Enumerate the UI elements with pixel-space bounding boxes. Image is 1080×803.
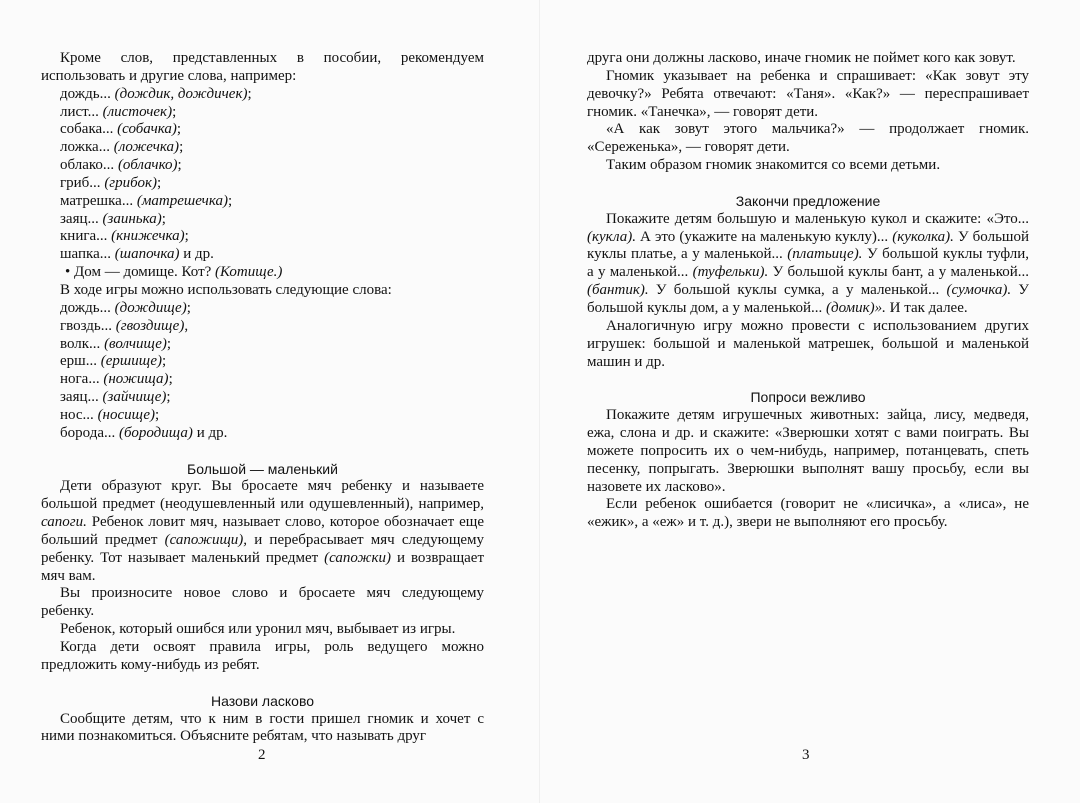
right-page <box>540 0 1080 803</box>
heading-big-small: Большой — маленький <box>187 460 338 477</box>
word-list-item: заяц... (заинька); <box>60 210 166 227</box>
word-list-augmentative <box>41 300 484 443</box>
game2-paragraph-1: Сообщите детям, что к ним в гости пришел гномик и хочет с ними познакомиться. Объясните ребятам, что называть друг <box>41 710 484 745</box>
word-list-diminutive <box>41 86 484 264</box>
word-list-item: облако... (облачко); <box>60 157 182 174</box>
gnome-paragraph-2: «А как зовут этого мальчика?» — продолжает гномик. «Сереженька», — говорят дети. <box>587 121 1029 156</box>
gnome-paragraph-1: Гномик указывает на ребенка и спрашивает: «Как зовут эту девочку?» Ребята отвечают: «Таня». «Как?» — переспрашивает гномик. «Танечка», — говорят дети. <box>587 67 1029 120</box>
bullet-example: • Дом — домище. Кот? (Котище.) <box>65 264 283 281</box>
word-list-item: борода... (бородища) и др. <box>60 424 228 441</box>
word-list-item: шапка... (шапочка) и др. <box>60 246 214 263</box>
word-list-item: книга... (книжечка); <box>60 228 189 245</box>
word-list-item: заяц... (зайчище); <box>60 389 171 406</box>
word-list-item: волк... (волчище); <box>60 335 172 352</box>
intro2-paragraph: В ходе игры можно использовать следующие слова: <box>60 281 392 298</box>
game1-paragraph-3: Ребенок, который ошибся или уронил мяч, выбывает из игры. <box>60 621 456 638</box>
word-list-item: дождь... (дождик, дождичек); <box>60 85 252 102</box>
word-list-item: лист... (листочек); <box>60 103 177 120</box>
game1-paragraph-2: Вы произносите новое слово и бросаете мяч следующему ребенку. <box>41 585 484 620</box>
word-list-item: ложка... (ложечка); <box>60 139 184 156</box>
game1-paragraph-1: Дети образуют круг. Вы бросаете мяч ребенку и называете большой предмет (неодушевленный или одушевленный), например, сапоги. Ребенок ловит мяч, называет слово, которое обозначает еще больший предмет (сапожищи), и перебрасывает мяч следующему ребенку. Тот называет маленький предмет (сапожки) и возвращает мяч вам. <box>41 478 485 584</box>
right-page-text <box>587 50 1029 532</box>
ask-politely-paragraph-2: Если ребенок ошибается (говорит не «лисичка», а «лиса», не «ежик», а «еж» и т. д.), звери не выполняют его просьбу. <box>587 496 1029 531</box>
word-list-item: нога... (ножища); <box>60 371 173 388</box>
word-list-item: нос... (носище); <box>60 406 160 423</box>
word-list-item: ерш... (ершище); <box>60 353 167 370</box>
continued-paragraph: друга они должны ласково, иначе гномик не поймет кого как зовут. <box>587 50 1016 66</box>
finish-sentence-paragraph-2: Аналогичную игру можно провести с использованием других игрушек: большой и маленькой матрешек, большой и маленькой машин и др. <box>587 317 1029 370</box>
heading-call-affectionately: Назови ласково <box>210 692 315 709</box>
intro-paragraph: Кроме слов, представленных в пособии, рекомендуем использовать и другие слова, например: <box>41 50 484 84</box>
page-number-right: 3 <box>802 747 810 763</box>
gnome-paragraph-3: Таким образом гномик знакомится со всеми детьми. <box>606 157 941 174</box>
finish-sentence-paragraph-1: Покажите детям большую и маленькую кукол и скажите: «Это... (кукла). А это (укажите на маленькую куклу)... (куколка). У большой куклы платье, а у маленькой... (платьице). У большой куклы туфли, а у маленькой... (туфельки). У большой куклы бант, а у маленькой... (бантик). У большой куклы сумка, а у маленькой... (сумочка). У большой куклы дом, а у маленькой... (домик)». И так далее. <box>587 210 1030 316</box>
word-list-item: матрешка... (матрешечка); <box>60 192 233 209</box>
word-list-item: собака... (собачка); <box>60 121 182 138</box>
game1-paragraph-4: Когда дети освоят правила игры, роль ведущего можно предложить кому-нибудь из ребят. <box>41 639 484 673</box>
word-list-item: гвоздь... (гвоздище), <box>60 317 189 334</box>
heading-finish-sentence: Закончи предложение <box>735 192 881 209</box>
left-page-text <box>41 50 484 746</box>
page-number-left: 2 <box>258 747 266 763</box>
heading-ask-politely: Попроси вежливо <box>750 389 866 406</box>
word-list-item: гриб... (грибок); <box>60 174 162 191</box>
ask-politely-paragraph-1: Покажите детям игрушечных животных: зайца, лису, медведя, ежа, слона и др. и скажите: «Зверюшки хотят с вами поиграть. Вы можете попросить их о чем-нибудь, например, потанцевать, спеть песенку, попрыгать. Зверюшки выполнят вашу просьбу, если вы назовете их ласково». <box>587 407 1029 495</box>
word-list-item: дождь... (дождище); <box>60 299 191 316</box>
